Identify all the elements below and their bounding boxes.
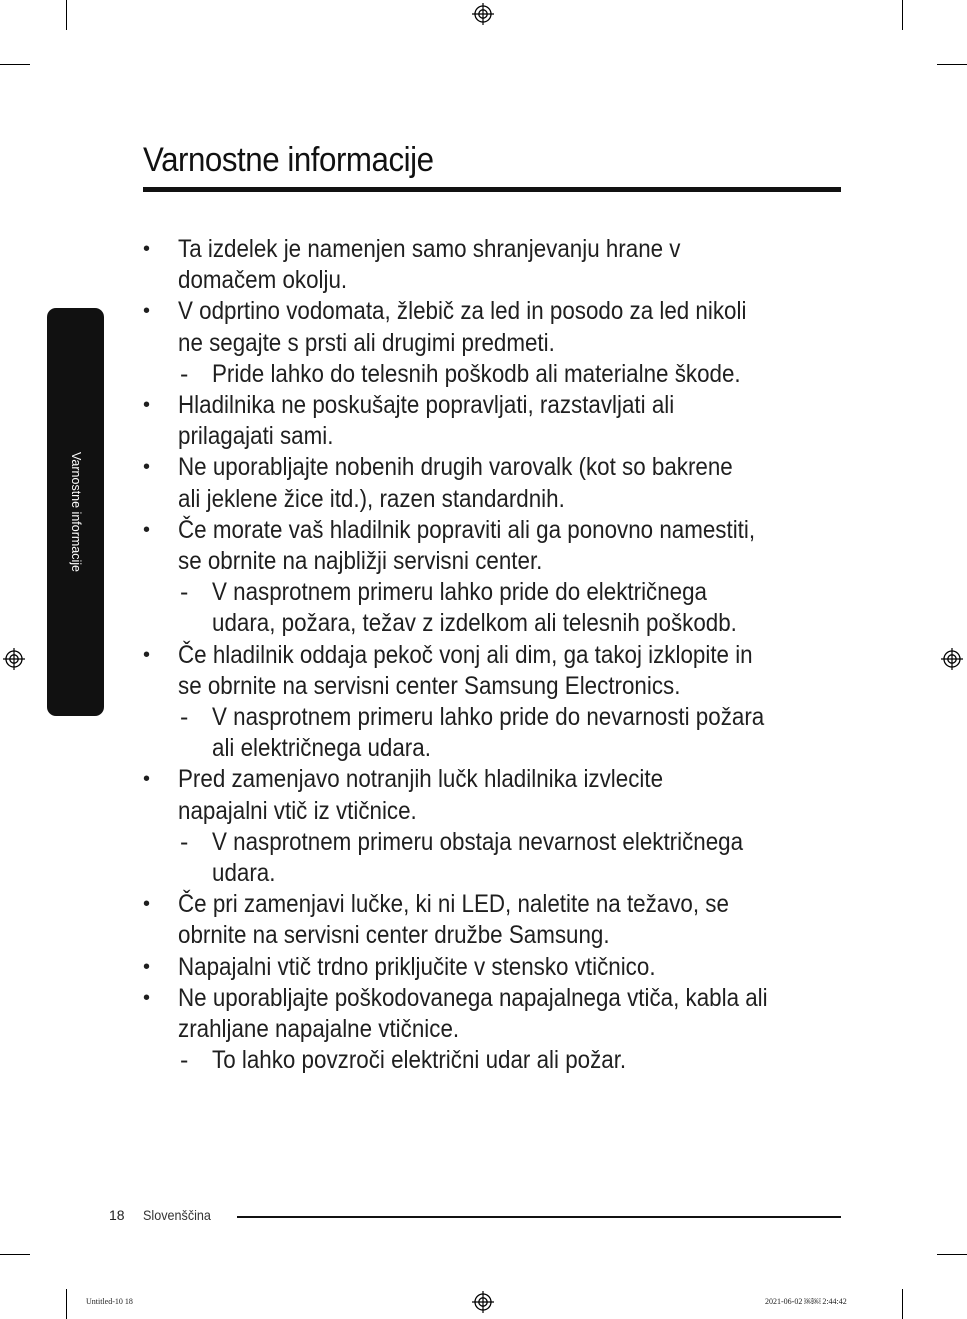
bullet-icon: •: [143, 643, 151, 666]
bullet-icon: •: [143, 893, 151, 916]
list-item-continuation: [141, 671, 845, 702]
list-item-continuation: [141, 920, 845, 951]
list-item-text: V nasprotnem primeru obstaja nevarnost električnega: [212, 827, 744, 856]
list-item-text: Če morate vaš hladilnik popraviti ali ga ponovno namestiti,: [178, 515, 756, 544]
crop-mark: [66, 1289, 67, 1319]
list-item-text: se obrnite na najbližji servisni center.: [178, 547, 543, 576]
list-item-text: V nasprotnem primeru lahko pride do električnega: [212, 578, 708, 607]
list-item-continuation: [141, 484, 845, 515]
bullet-icon: •: [143, 238, 151, 260]
sub-list-item: [141, 827, 845, 858]
bullet-icon: •: [143, 300, 151, 323]
list-item-text: Napajalni vtič trdno priključite v stensko vtičnico.: [178, 952, 656, 981]
list-item-text: Hladilnika ne poskušajte popravljati, razstavljati ali: [178, 391, 675, 420]
list-item-text: ne segajte s prsti ali drugimi predmeti.: [178, 328, 555, 357]
list-item-continuation: [141, 608, 845, 639]
list-item-text: ali električnega udara.: [212, 734, 431, 763]
list-item-text: Ne uporabljajte nobenih drugih varovalk (kot so bakrene: [178, 453, 733, 482]
dash-icon: -: [180, 359, 189, 388]
list-item: [141, 234, 845, 265]
list-item-text: V nasprotnem primeru lahko pride do nevarnosti požara: [212, 703, 765, 732]
bullet-icon: •: [143, 768, 151, 791]
bullet-icon: •: [143, 518, 151, 541]
registration-mark-icon: [941, 648, 963, 670]
print-slug-right: 2021-06-02 ￼￼ 2:44:42: [765, 1297, 847, 1306]
bullet-icon: •: [143, 955, 151, 978]
list-item-text: zrahljane napajalne vtičnice.: [178, 1015, 460, 1044]
list-item-text: prilagajati sami.: [178, 422, 334, 451]
list-item-text: obrnite na servisni center družbe Samsung.: [178, 921, 610, 950]
dash-icon: -: [180, 1046, 189, 1075]
sub-list-item: [141, 359, 845, 390]
list-item-continuation: [141, 421, 845, 452]
crop-mark: [66, 0, 67, 30]
list-item-text: ali jeklene žice itd.), razen standardnih.: [178, 484, 565, 513]
footer-language: Slovenščina: [143, 1207, 211, 1223]
list-item-text: Ta izdelek je namenjen samo shranjevanju hrane v: [178, 235, 681, 263]
dash-icon: -: [180, 578, 189, 607]
registration-mark-icon: [472, 3, 494, 25]
crop-mark: [902, 1289, 903, 1319]
crop-mark: [0, 1254, 30, 1255]
registration-mark-icon: [472, 1291, 494, 1313]
list-item: [141, 452, 845, 483]
list-item-text: Če hladilnik oddaja pekoč vonj ali dim, ga takoj izklopite in: [178, 640, 753, 669]
list-item: [141, 952, 845, 983]
crop-mark: [937, 1254, 967, 1255]
list-item-text: napajalni vtič iz vtičnice.: [178, 796, 417, 825]
list-item-continuation: [141, 858, 845, 889]
crop-mark: [0, 64, 30, 65]
list-item: [141, 390, 845, 421]
crop-mark: [937, 64, 967, 65]
list-item-continuation: [141, 265, 845, 296]
registration-mark-icon: [3, 648, 25, 670]
title-underline: [143, 187, 841, 192]
list-item-continuation: [141, 1014, 845, 1045]
bullet-icon: •: [143, 394, 151, 417]
list-item-text: udara, požara, težav z izdelkom ali telesnih poškodb.: [212, 609, 737, 638]
list-item-text: domačem okolju.: [178, 266, 348, 295]
sub-list-item: [141, 702, 845, 733]
sub-list-item: [141, 577, 845, 608]
safety-list: [141, 234, 845, 1076]
print-slug-left: Untitled-10 18: [86, 1297, 133, 1306]
bullet-icon: •: [143, 456, 151, 479]
bullet-icon: •: [143, 986, 151, 1009]
list-item: [141, 983, 845, 1014]
list-item-text: udara.: [212, 859, 276, 888]
list-item-continuation: [141, 328, 845, 359]
list-item-text: Pride lahko do telesnih poškodb ali materialne škode.: [212, 359, 741, 388]
dash-icon: -: [180, 703, 189, 732]
list-item: [141, 296, 845, 327]
list-item-continuation: [141, 733, 845, 764]
sub-list-item: [141, 1045, 845, 1076]
list-item-text: Ne uporabljajte poškodovanega napajalnega vtiča, kabla ali: [178, 983, 768, 1012]
list-item-text: V odprtino vodomata, žlebič za led in posodo za led nikoli: [178, 297, 747, 326]
page-title: Varnostne informacije: [143, 141, 434, 179]
list-item-continuation: [141, 546, 845, 577]
list-item: [141, 515, 845, 546]
page-number: 18: [109, 1207, 125, 1223]
list-item-text: Pred zamenjavo notranjih lučk hladilnika izvlecite: [178, 765, 664, 794]
footer-rule: [237, 1216, 841, 1218]
crop-mark: [902, 0, 903, 30]
dash-icon: -: [180, 827, 189, 856]
list-item: [141, 764, 845, 795]
list-item-text: se obrnite na servisni center Samsung Electronics.: [178, 671, 681, 700]
list-item-text: Če pri zamenjavi lučke, ki ni LED, naletite na težavo, se: [178, 890, 729, 919]
list-item: [141, 889, 845, 920]
list-item-text: To lahko povzroči električni udar ali požar.: [212, 1046, 627, 1075]
list-item: [141, 640, 845, 671]
list-item-continuation: [141, 796, 845, 827]
side-tab-label: Varnostne informacije: [69, 452, 83, 572]
